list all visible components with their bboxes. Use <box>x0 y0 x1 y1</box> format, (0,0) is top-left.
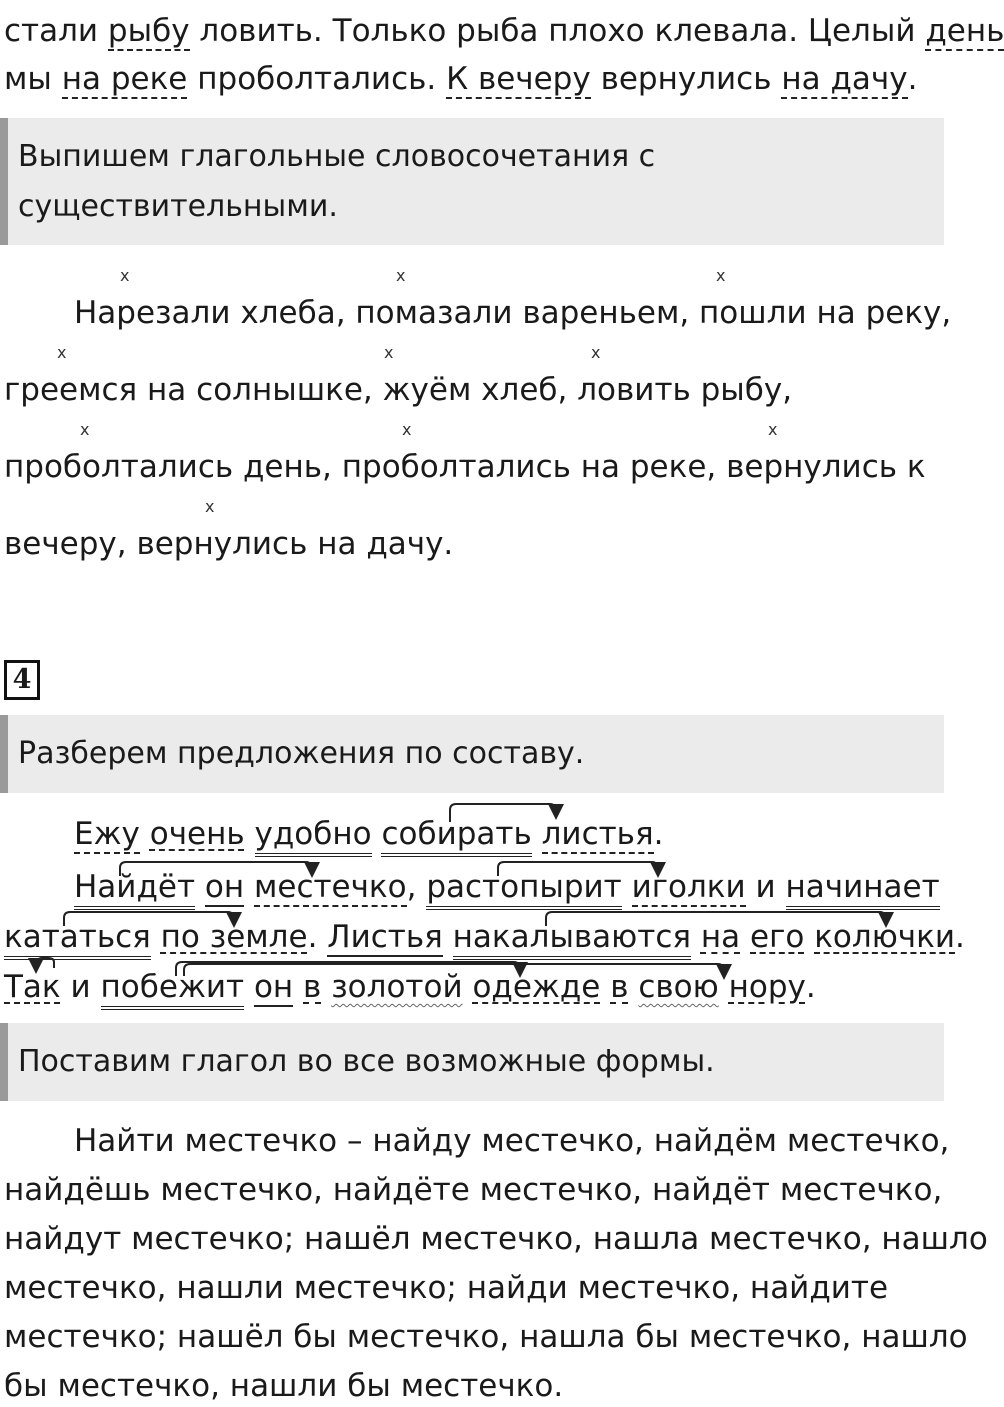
text-fragment <box>244 869 254 905</box>
object-word: местечко <box>253 869 407 905</box>
phrases-line-4: вечеру, вернулись на дачу. <box>4 526 454 562</box>
predicate-word: растопырит <box>426 869 621 910</box>
text-fragment <box>443 919 453 955</box>
forms-line-4: местечко, нашли местечко; найди местечко, найдите <box>4 1270 889 1306</box>
attribute-word: свою <box>638 969 719 1005</box>
object-word: иголки <box>631 869 746 905</box>
text-fragment: стали <box>4 13 108 49</box>
text-fragment <box>719 969 729 1005</box>
main-word-marker: x <box>57 343 67 362</box>
text-fragment <box>245 816 255 852</box>
text-fragment <box>622 869 632 905</box>
text-fragment: . <box>307 919 328 955</box>
parse-line-2 <box>74 868 940 906</box>
main-word-marker: x <box>591 343 601 362</box>
predicate-word: начинает <box>786 869 940 910</box>
text-fragment: . <box>653 816 664 852</box>
adverbial-word: колючки <box>814 919 955 955</box>
adverbial-word: одежде <box>472 969 601 1005</box>
text-fragment <box>140 816 150 852</box>
adverbial-word: Так <box>4 969 61 1005</box>
story-line-2 <box>4 60 917 98</box>
adverbial-word: в <box>303 969 322 1005</box>
task-text-line: Разберем предложения по составу. <box>18 736 585 771</box>
main-word-marker: x <box>120 266 130 285</box>
text-fragment <box>804 919 814 955</box>
main-word-marker: x <box>768 420 778 439</box>
adverbial-word: нору <box>728 969 806 1005</box>
text-fragment: и <box>60 969 101 1005</box>
text-fragment <box>600 969 610 1005</box>
text-fragment <box>372 816 382 852</box>
text-fragment: ловить. Только рыба плохо клевала. Целый <box>189 13 926 49</box>
text-fragment <box>740 919 750 955</box>
text-fragment: вернулись <box>590 61 782 97</box>
text-fragment: . <box>955 919 965 955</box>
predicate-word: накалываются <box>453 919 691 960</box>
forms-line-3: найдут местечко; нашёл местечко, нашла местечко, нашло <box>4 1221 988 1257</box>
main-word-marker: x <box>205 497 215 516</box>
task-box-parse <box>0 715 944 793</box>
main-word-marker: x <box>396 266 406 285</box>
underlined-adverbial: К вечеру <box>446 61 591 97</box>
adverbial-word: на <box>700 919 741 955</box>
text-fragment: и <box>745 869 786 905</box>
forms-line-2: найдёшь местечко, найдёте местечко, найдёт местечко, <box>4 1172 943 1208</box>
adverbial-word: Ежу <box>74 816 140 852</box>
underlined-adverbial: на реке <box>61 61 188 97</box>
task-box-phrases <box>0 118 944 245</box>
text-fragment: проболтались. <box>187 61 447 97</box>
text-fragment: мы <box>4 61 62 97</box>
underlined-adverbial: на дачу <box>781 61 908 97</box>
task-text-line: Выпишем глагольные словосочетания с <box>18 139 656 174</box>
phrases-line-2: греемся на солнышке, жуём хлеб, ловить рыбу, <box>4 372 793 408</box>
task-text-line: существительными. <box>18 189 338 224</box>
text-fragment <box>532 816 542 852</box>
main-word-marker: x <box>80 420 90 439</box>
attribute-word: золотой <box>331 969 463 1005</box>
text-fragment <box>151 919 161 955</box>
adverbial-word: очень <box>149 816 245 852</box>
forms-line-6: бы местечко, нашли бы местечко. <box>4 1368 564 1404</box>
adverbial-word: по земле <box>160 919 308 955</box>
task-box-forms <box>0 1023 944 1101</box>
forms-line-5: местечко; нашёл бы местечко, нашла бы местечко, нашло <box>4 1319 968 1355</box>
text-fragment: . <box>805 969 816 1005</box>
predicate-word: собирать <box>381 816 531 857</box>
text-fragment <box>321 969 331 1005</box>
main-word-marker: x <box>402 420 412 439</box>
phrases-line-1: Нарезали хлеба, помазали вареньем, пошли на реку, <box>74 295 952 331</box>
parse-line-1 <box>74 815 663 853</box>
exercise-number: 4 <box>4 660 40 700</box>
text-fragment <box>629 969 639 1005</box>
adverbial-word: в <box>610 969 629 1005</box>
main-word-marker: x <box>716 266 726 285</box>
text-fragment <box>463 969 473 1005</box>
phrases-line-3: проболтались день, проболтались на реке, вернулись к <box>4 449 926 485</box>
text-fragment <box>691 919 701 955</box>
predicate-word: удобно <box>255 816 372 857</box>
text-fragment <box>244 969 254 1005</box>
text-fragment <box>195 869 205 905</box>
task-text-line: Поставим глагол во все возможные формы. <box>18 1044 715 1079</box>
object-word: листья <box>541 816 654 852</box>
text-fragment: . <box>907 61 918 97</box>
underlined-object: день <box>925 13 1004 49</box>
predicate-word: Найдёт <box>74 869 195 910</box>
predicate-word: побежит <box>101 969 245 1010</box>
text-fragment <box>293 969 303 1005</box>
subject-word: Листья <box>327 919 443 955</box>
parse-line-3 <box>4 918 965 956</box>
parse-line-4 <box>4 968 816 1006</box>
story-line-1 <box>4 12 1004 50</box>
text-fragment: , <box>406 869 427 905</box>
underlined-object: рыбу <box>107 13 190 49</box>
adverbial-word: его <box>750 919 805 955</box>
subject-word: он <box>253 969 294 1005</box>
subject-word: он <box>204 869 245 905</box>
predicate-word: кататься <box>4 919 151 960</box>
forms-line-1: Найти местечко – найду местечко, найдём местечко, <box>74 1123 950 1159</box>
main-word-marker: x <box>384 343 394 362</box>
